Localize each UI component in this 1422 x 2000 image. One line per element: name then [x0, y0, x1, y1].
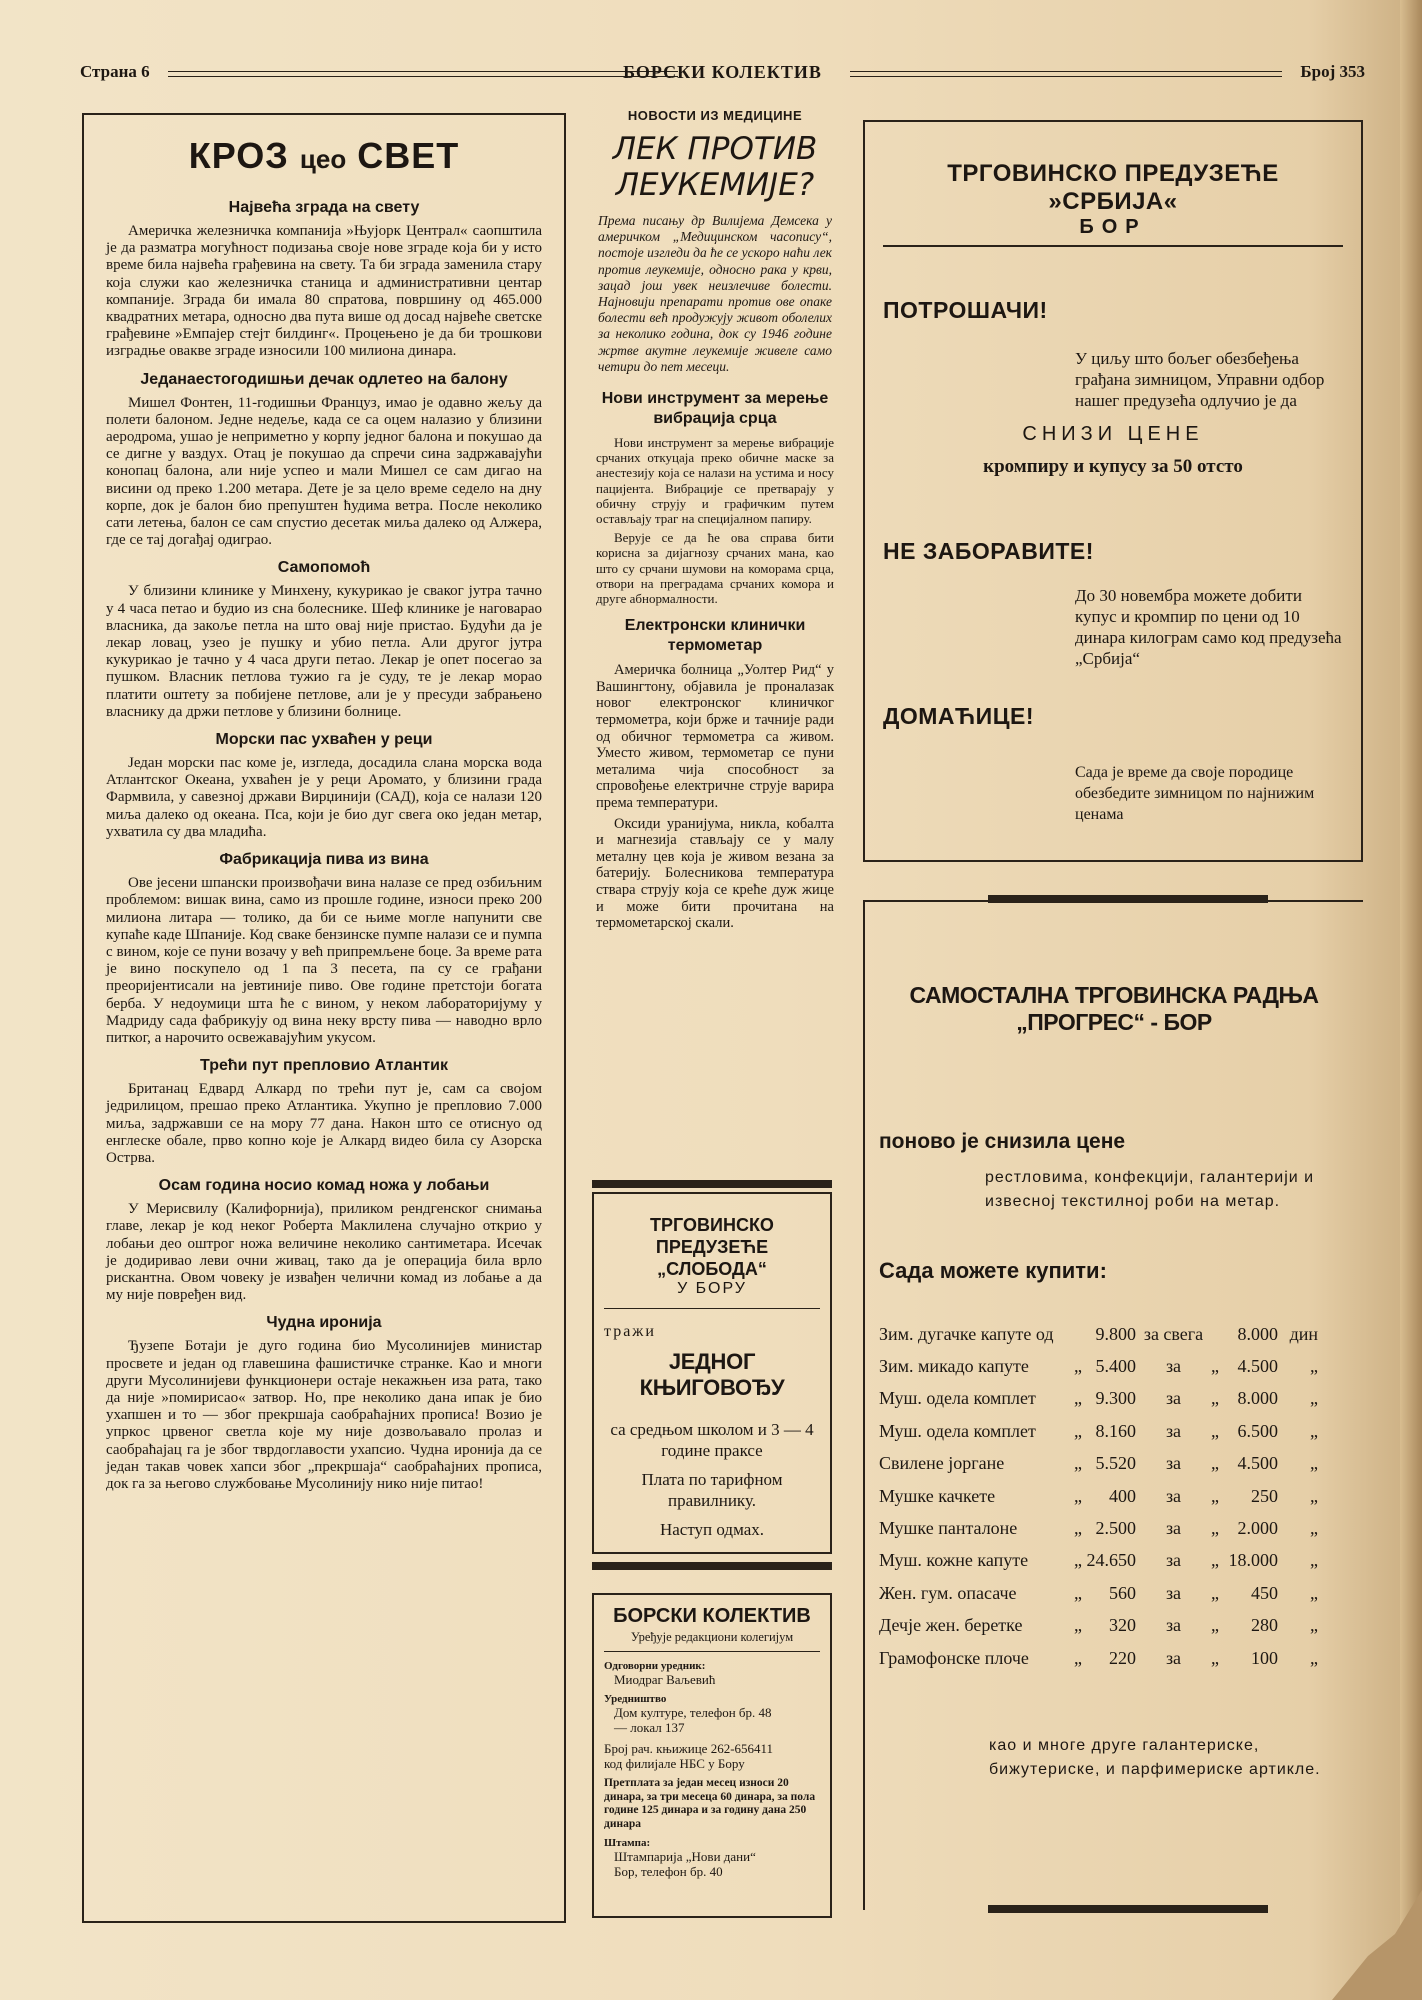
ad-text: Сада је време да своје породице обезбедите зимницом по најнижим ценама — [1075, 764, 1315, 823]
page-number: Страна 6 — [80, 62, 150, 81]
ad-start: Наступ одмах. — [659, 1520, 765, 1539]
price-row: Жен. гум. опасаче „ 560 за „ 450 „ — [879, 1582, 1318, 1603]
office-line: Дом културе, телефон бр. 48 — [614, 1705, 772, 1720]
ad-seeks: тражи — [604, 1323, 656, 1340]
article-heading: Електронски клинички термометар — [624, 617, 806, 655]
article-heading: Самопомоћ — [277, 559, 371, 577]
imprint-title: БОРСКИ КОЛЕКТИВ — [613, 1605, 811, 1627]
price-row: Мушке панталоне „ 2.500 за „ 2.000 „ — [879, 1518, 1318, 1539]
article-body: У близини клинике у Минхену, кукурикао је сваког јутра тачно у 4 часа петао и будио из сна болеснике. Шеф клинике је наговарао власника, да закоље петла на што овај није пристао. Будући да је лекар ловац, узео је пушку и убио петла. Али другог јутра кукурикао је тачно у 4 часа други петао. Лекар је опет посегао за пушком. Власник петлова тужио га је суду, те је лекар морао платити оштету за побијене петлове, али је у пресуди забрањено власнику да држи петлове у близини болнице. — [106, 583, 542, 720]
ad-company: ТРГОВИНСКО ПРЕДУЗЕЋЕ »СРБИЈА« — [947, 160, 1279, 215]
article-body: Један морски пас коме је, изгледа, досадила слана морска вода Атлантског Океана, ухваћен је у реци Аромато, у близини града Фармвила, у савезној држави Вирџинији (САД), која се налази 120 миља далеко од океана. Пса, који је био дуг свега око један метар, ухватила су два младића. — [106, 755, 542, 840]
price-cut-scope: рестловима, конфекцији, галантерији и извесној текстилној роби на метар. — [985, 1169, 1315, 1210]
article-heading: Чудна иронија — [266, 1314, 382, 1332]
article — [106, 1177, 542, 1304]
article — [106, 371, 542, 550]
progres-store-ad — [863, 900, 1363, 1910]
office-label: Уредништво — [604, 1693, 667, 1705]
article-body: Ове јесени шпански произвођачи вина налазе се пред озбиљним проблемом: вишак вина, само из прошле године, износи преко 200 милиона литара — толико, да би се њиме могле напунити све купаће каде Шпаније. Код сваке бензинске пумпе налази се и пумпа с вином, које се пуни возачу у већ припремљене боце. За време рата је вино поскупело од 1 па 3 песета, па су се грађани преоријентисали на јевтиније пиво. Ове године претстоји богата берба. У недоумици шта ће с вином, у неком лабораторијуму у Мадриду сада фабрикују од вина неку врсту пива — наводно врло питког, а нарочито освежавајућим укусом. — [106, 875, 542, 1046]
leukemia-title: ЛЕК ПРОТИВ ЛЕУКЕМИЈЕ? — [612, 131, 818, 203]
ad-place: У БОРУ — [677, 1280, 747, 1297]
article-body: Америчка железничка компанија »Њујорк Централ« саопштила је да разматра могућност подизања своје нове зграде која би у исто време била највећа грађевина на свету. Та би зграда заменила стару која служи као железничка станица и административни центар компаније. Зграда би имала 80 спратова, површину од 465.000 квадратних метара, односно два пута више од досад највеће светске грађевине »Емпајер стејт билдинг«. Процењено је да би трошкови изградње овакве зграде износили 100 милиона динара. — [106, 223, 542, 360]
sloboda-job-ad — [592, 1192, 832, 1554]
article — [106, 1314, 542, 1493]
ad-text: У циљу што бољег обезбеђења грађана зимницом, Управни одбор нашег предузећа одлучио је да — [1075, 349, 1325, 410]
article — [106, 731, 542, 841]
issue-number: Број 353 — [1300, 62, 1365, 81]
article-heading: Трећи пут препловио Атлантик — [200, 1057, 448, 1075]
around-the-world-column — [82, 113, 566, 1923]
leukemia-lead: Према писању др Вилијема Демсека у америчком „Медицинском часопису“, постоје изгледи да ће се ускоро наћи лек против леукемије, односно рака у крви, зацад још увек неизлечиве болести. Најновији препарати против ове опаке болести већ продужују живот оболелих за неколико година, док су 1946 године жртве акутне леукемије живеле само четири до пет месеци. — [598, 213, 832, 374]
price-cut-title: поново је снизила цене — [879, 1130, 1126, 1153]
article-body: У Мерисвилу (Калифорнија), приликом рендгенског снимања главе, лекар је код неког Роберта Маклилена случајно открио у лобањи део оштрог ножа величине неколико сантиметара. Исечак је додиривао леви очни живац, тако да је операција била врло рискантна. Овом човеку је извађен челични комад из лобање а да му није повређен вид. — [106, 1201, 542, 1304]
article-heading: Једанаестогодишњи дечак одлетео на балону — [140, 370, 508, 388]
ad-company-name: „СЛОБОДА“ — [657, 1259, 767, 1279]
divider-bar — [592, 1180, 832, 1188]
masthead — [80, 58, 1365, 88]
article-body: Оксиди уранијума, никла, кобалта и магнезија стављају се у малу металну цев која је живом везана за батерију. Болесникова температура ствара струју која се креће дуж жице и може бити прочитана на термометарској скали. — [596, 815, 834, 932]
article-heading: Нови инструмент за мерење вибрација срца — [601, 390, 829, 428]
ad-city: БОР — [883, 216, 1343, 247]
price-row: Муш. одела комплет „ 8.160 за „ 6.500 „ — [879, 1420, 1318, 1441]
imprint-box — [592, 1593, 832, 1918]
article-body: Британац Едвард Алкард по трећи пут је, сам са својом једрилицом, прешао преко Атлантика. Укупно је препловио 7.000 миља, задржавши се на мору 77 дана. Након што се отиснуо од енглеске обале, прво копно које је Алкард видео била су Азорска Острва. — [106, 1081, 542, 1166]
other-items: као и многе друге галантериске, бижутериске, и парфимериске артикле. — [989, 1737, 1321, 1779]
subscription-text: Претплата за један месец износи 20 динара, за три месеца 60 динара, за пола године 125 динара и за годину дана 250 динара — [604, 1777, 816, 1830]
section-kicker: НОВОСТИ ИЗ МЕДИЦИНЕ — [627, 108, 803, 123]
article — [106, 851, 542, 1047]
ad-shout: НЕ ЗАБОРАВИТЕ! — [883, 538, 1094, 564]
newspaper-name: БОРСКИ КОЛЕКТИВ — [623, 62, 822, 82]
imprint-subtitle: Уређује редакциони колегијум — [604, 1630, 820, 1652]
ad-shout: ПОТРОШАЧИ! — [883, 297, 1048, 323]
srbija-store-ad — [863, 120, 1363, 862]
article-heading: Осам година носио комад ножа у лобањи — [158, 1177, 490, 1195]
price-row: Зим. дугачке капуте од 9.800 за свега 8.000 дин — [879, 1323, 1318, 1344]
editor-name: Миодраг Ваљевић — [614, 1672, 716, 1687]
price-row: Грамофонске плоче „ 220 за „ 100 „ — [879, 1647, 1318, 1668]
price-list — [879, 1318, 1318, 1674]
ad-shout: ДОМАЋИЦЕ! — [883, 703, 1035, 729]
office-line: — локал 137 — [614, 1720, 685, 1735]
ad-bold-text: кромпиру и купусу за 50 отсто — [983, 456, 1243, 477]
article-heading: Морски пас ухваћен у реци — [215, 731, 433, 749]
article-body: Верује се да ће ова справа бити корисна за дијагнозу срчаних мана, као што су срчани шумови на коморама срца, отвори на преградама срчаних комора и друге абнормалности. — [596, 530, 834, 607]
article-heading: Највећа зграда на свету — [228, 199, 420, 216]
article — [106, 199, 542, 361]
printer-line: Бор, телефон бр. 40 — [614, 1864, 723, 1879]
price-row: Свилене јоргане „ 5.520 за „ 4.500 „ — [879, 1453, 1318, 1474]
ad-text: До 30 новембра можете добити купус и кромпир по цени од 10 динара килограм само код предузећа „Србија“ — [1075, 586, 1342, 668]
account-line: код филијале НБС у Бору — [604, 1756, 745, 1771]
divider-bar — [988, 1905, 1268, 1913]
article — [106, 1057, 542, 1167]
price-row: Мушке качкете „ 400 за „ 250 „ — [879, 1485, 1318, 1506]
print-label: Штампа: — [604, 1837, 651, 1849]
buy-now-title: Сада можете купити: — [879, 1258, 1107, 1283]
page-edge-shadow — [1400, 0, 1422, 2000]
article-heading: Фабрикација пива из вина — [219, 851, 429, 869]
ad-requirements: са средњом школом и 3 — 4 године праксе — [610, 1420, 814, 1460]
price-row: Дечје жен. беретке „ 320 за „ 280 „ — [879, 1615, 1318, 1636]
price-row: Зим. микадо капуте „ 5.400 за „ 4.500 „ — [879, 1356, 1318, 1377]
article-body: Мишел Фонтен, 11-годишњи Француз, имао је одавно жељу да полети балоном. Једне недеље, када се са оцем налазио у близини аеродрома, ушао је неприметно у корпу једног балона и покушао да се дигне у ваздух. Отац је покушао да спречи сина задржавајући конопац балона, али није успео и мали Мишел се сам дигао на висини од преко 1.200 метара. Дете је за цело време седело на дну корпе, док је балон био препуштен ћудима ветра. После неколико сати летења, балон се сам спустио десетак миља далеко од Алжера, где се тај догађај одиграо. — [106, 394, 542, 549]
price-row: Муш. одела комплет „ 9.300 за „ 8.000 „ — [879, 1388, 1318, 1409]
account-line: Број рач. књижице 262-656411 — [604, 1741, 774, 1756]
ad-wide-text: СНИЗИ ЦЕНЕ — [1022, 423, 1204, 445]
header-rule-right — [850, 71, 1282, 77]
article — [106, 559, 542, 721]
medicine-news-column — [590, 108, 840, 936]
ad-position: ЈЕДНОГ КЊИГОВОЂУ — [639, 1349, 785, 1400]
store-name: САМОСТАЛНА ТРГОВИНСКА РАДЊА „ПРОГРЕС“ - БОР — [909, 982, 1319, 1035]
ad-pay: Плата по тарифном правилнику. — [641, 1470, 783, 1510]
column-title: КРОЗ цео СВЕТ — [188, 135, 460, 176]
article-body: Нови инструмент за мерење вибрације срчаних откуцаја преко обичне маске за анестезију која се налази на устима и носу пацијента. Вибрације се претварају у обичну струју и графичким путем остављају траг на специјалном папиру. — [596, 435, 834, 527]
article-body: Ђузепе Ботаји је дуго година био Мусолинијев министар просвете и један од главешина фашистичке странке. Као и многи други Мусолинијеви функционери остаје некажњен иза рата, тако да није »помирисао« затвор. Но, пре неколико дана ипак је био ухапшен и то — због прекршаја саобраћајних прописа! Возио је упркос црвеног светла које му није дозвољавало пролаз и саобраћајац га је због тврдоглавости ухапсио. Чудна иронија да се један такав човек хапси због „прекршаја“ саобраћајних прописа, док га за његово службовање Мусолинију нико није питао! — [106, 1338, 542, 1492]
article-body: Америчка болница „Уолтер Рид“ у Вашингтону, објавила је проналазак новог електронског клиничког термометра, који брже и тачније ради од обичног термометра са живом. Уместо живом, термометар се пуни металима чија способност за спровођење електричне струје варира према температури. — [596, 662, 834, 812]
printer-line: Штампарија „Нови дани“ — [614, 1849, 756, 1864]
ad-divider — [604, 1308, 820, 1309]
divider-bar — [592, 1562, 832, 1570]
price-row: Муш. кожне капуте „ 24.650 за „ 18.000 „ — [879, 1550, 1318, 1571]
ad-company: ТРГОВИНСКО ПРЕДУЗЕЋЕ — [650, 1215, 774, 1257]
editor-label: Одговорни уредник: — [604, 1660, 706, 1672]
